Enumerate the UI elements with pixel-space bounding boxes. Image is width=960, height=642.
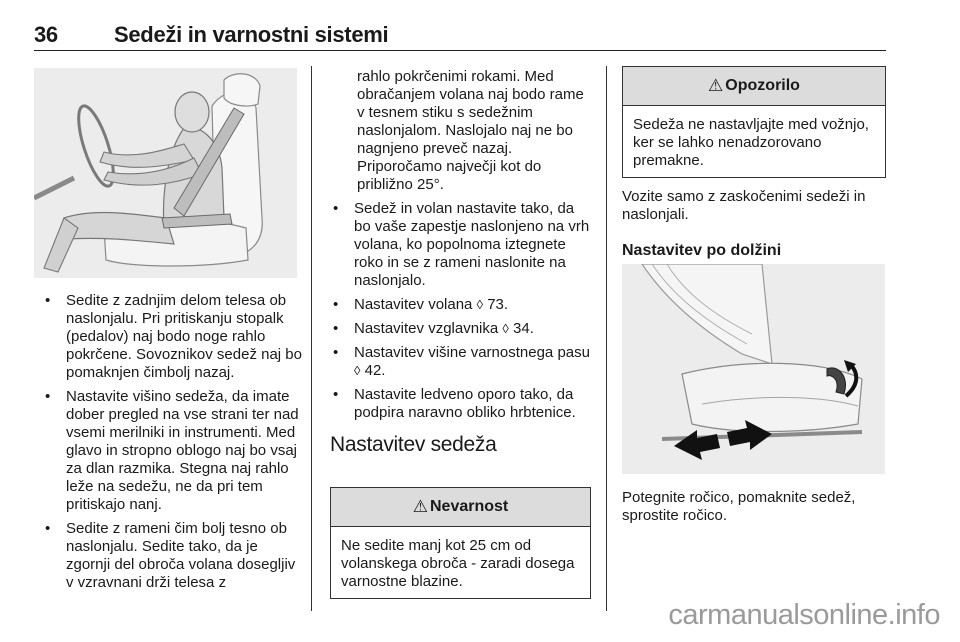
warning-box-header [623, 67, 885, 106]
list-item: • Sedite z zadnjim delom telesa ob naslonjalu. Pri pritiskanju stopalk (pedalov) naj bodo noge rahlo pokrčene. Sovoznikov sedež naj bo pomaknjen čimbolj nazaj. [42, 292, 304, 382]
list-item [330, 320, 592, 338]
page-reference-link[interactable]: 42. [364, 362, 386, 379]
driver-seating-drawing [34, 68, 297, 278]
column-3-caption [622, 489, 886, 525]
seat-adjustment-illustration [622, 264, 885, 474]
page-reference-link[interactable]: 73. [487, 296, 509, 313]
column-3 [622, 188, 886, 260]
list-item-text: Nastavitev višine varnostnega pasu [354, 344, 590, 361]
warning-box-text: Sedeža ne nastavljajte med vožnjo, ker se lahko nenadzorovano premakne. [633, 116, 869, 169]
danger-box-header [331, 488, 590, 527]
page-number: 36 [34, 22, 58, 47]
page-title: Sedeži in varnostni sistemi [114, 22, 389, 47]
locked-seats-paragraph: Vozite samo z zaskočenimi sedeži in naslonjali. [622, 188, 866, 223]
warning-triangle-icon: ⚠ [412, 497, 428, 516]
list-item: • Nastavite višino sedeža, da imate dober pregled na vse strani ter nad vsemi merilniki in instrumenti. Med glavo in stropno oblogo naj bo vsaj za dlan razmika. Stegna naj rahlo leže na sedežu, ne da pri tem pritiskajo nanj. [42, 388, 304, 514]
adjustment-list [330, 200, 592, 422]
reference-arrow-icon: ◊ [502, 321, 509, 336]
page-header [34, 22, 886, 51]
column-2 [330, 68, 592, 454]
continuation-paragraph: rahlo pokrčenimi rokami. Med obračanjem volana naj bodo rame v tesnem stiku s sedežnim naslonjalom. Naslojalo naj ne bo nagnjeno preveč nazaj. Priporočamo največji kot do približno 25°. [357, 68, 584, 193]
driver-seating-illustration [34, 68, 297, 278]
danger-box-title: Nevarnost [430, 498, 509, 515]
reference-arrow-icon: ◊ [354, 363, 361, 378]
column-divider-1 [311, 66, 312, 611]
seat-adjustment-drawing [622, 264, 885, 474]
warning-box [622, 66, 886, 178]
list-item-text: Nastavitev volana [354, 296, 473, 313]
page-reference-link[interactable]: 34. [513, 320, 534, 337]
reference-arrow-icon: ◊ [476, 297, 484, 312]
list-item-text: Sedež in volan nastavite tako, da bo vaše zapestje naslonjeno na vrh volana, ko popolnoma iztegnete roko in se z rameni naslonite na naslonjalo. [354, 200, 590, 289]
watermark: carmanualsonline.info [668, 599, 940, 631]
column-divider-2 [606, 66, 607, 611]
list-item: • Sedite z rameni čim bolj tesno ob naslonjalu. Sedite tako, da je zgornji del obroča volana dosegljiv v vzravnani drži telesa z [42, 520, 304, 592]
danger-box-text: Ne sedite manj kot 25 cm od volanskega obroča - zaradi dosega varnostne blazine. [341, 537, 575, 590]
list-item [330, 386, 592, 422]
subsection-heading: Nastavitev po dolžini [622, 242, 782, 259]
warning-box-title: Opozorilo [725, 77, 800, 94]
list-item [330, 200, 592, 290]
warning-triangle-icon: ⚠ [708, 76, 724, 95]
danger-box [330, 487, 591, 599]
list-item [330, 296, 592, 314]
list-item [330, 344, 592, 380]
section-heading: Nastavitev sedeža [330, 433, 497, 456]
list-item-text: Nastavitev vzglavnika [354, 320, 499, 337]
list-item-text: Nastavite ledveno oporo tako, da podpira naravno obliko hrbtenice. [354, 386, 576, 421]
seating-tips-list [42, 292, 304, 592]
figure-caption: Potegnite ročico, pomaknite sedež, sprostite ročico. [622, 489, 856, 524]
column-1 [42, 292, 304, 598]
